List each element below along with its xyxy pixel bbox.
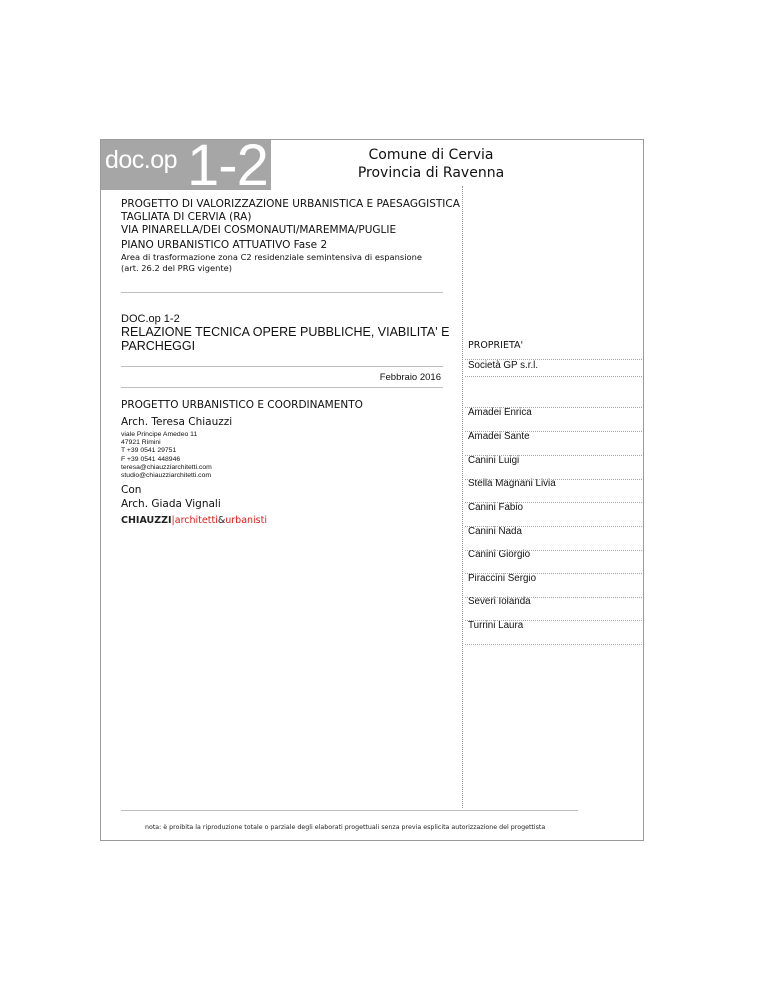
owner-item: Piraccini Sergio	[468, 573, 537, 584]
plan-title: PIANO URBANISTICO ATTUATIVO Fase 2	[121, 239, 328, 251]
divider	[121, 387, 443, 388]
owner-item: Canini Giorgio	[468, 549, 531, 560]
with-label: Con	[121, 484, 142, 496]
footer-divider	[121, 810, 578, 811]
owner-separator	[465, 407, 642, 408]
owner-separator	[465, 550, 642, 551]
logo-part: &	[217, 515, 226, 526]
collaborator-block	[121, 483, 221, 511]
contact-line: viale Principe Amedeo 11	[121, 431, 198, 438]
owner-separator	[465, 644, 642, 645]
province-name: Provincia di Ravenna	[357, 165, 505, 181]
architect-name: Arch. Teresa Chiauzzi	[121, 416, 233, 428]
document-date: Febbraio 2016	[379, 372, 441, 383]
logo-part: CHIAUZZI	[121, 515, 172, 526]
contact-line: F +39 0541 448946	[121, 455, 181, 463]
municipality-name: Comune di Cervia	[368, 147, 494, 163]
collaborator-name: Arch. Giada Vignali	[121, 498, 221, 510]
contact-line: T +39 0541 29751	[121, 447, 177, 455]
contact-line: studio@chiauzziarchitetti.com	[121, 472, 212, 480]
contact-line: 47921 Rimini	[121, 439, 161, 447]
doc-code: doc.op	[105, 146, 178, 174]
owner-item: Canini Fabio	[468, 502, 524, 513]
column-separator	[462, 186, 463, 808]
plan-desc-line: Area di trasformazione zona C2 residenziale semintensiva di espansione	[121, 252, 422, 262]
owner-item: Amadei Enrica	[468, 407, 532, 418]
divider	[121, 292, 443, 293]
project-line: TAGLIATA DI CERVIA (RA)	[121, 211, 252, 223]
project-line: PROGETTO DI VALORIZZAZIONE URBANISTICA E PAESAGGISTICA	[121, 198, 460, 210]
owners-heading: PROPRIETA'	[468, 340, 524, 351]
logo-part: urbanisti	[225, 515, 267, 526]
plan-desc-line: (art. 26.2 del PRG vigente)	[121, 263, 232, 273]
logo-part: |architetti	[171, 515, 218, 526]
contact-line: teresa@chiauzziarchitetti.com	[121, 463, 212, 471]
owner-separator	[465, 376, 642, 377]
coordination-title: PROGETTO URBANISTICO E COORDINAMENTO	[121, 399, 363, 411]
owner-separator	[465, 502, 642, 503]
owner-item: Severi Iolanda	[468, 596, 531, 607]
studio-logo	[121, 515, 267, 526]
owner-item: Turrini Laura	[468, 620, 524, 631]
project-title	[121, 198, 460, 237]
owner-separator	[465, 455, 642, 456]
divider	[121, 366, 443, 367]
owner-item: Amadei Sante	[468, 431, 530, 442]
doc-code-banner	[101, 140, 271, 190]
document-label: DOC.op 1-2	[121, 313, 180, 325]
owner-separator	[465, 479, 642, 480]
owner-separator	[465, 597, 642, 598]
owner-separator	[465, 431, 642, 432]
copyright-note: nota: è proibita la riproduzione totale o parziale degli elaborati progettuali senza previa esplicita autorizzazione del progettista	[145, 824, 546, 831]
owner-item: Stella Magnani Livia	[468, 478, 556, 489]
owner-separator	[465, 620, 642, 621]
doc-number: 1-2	[187, 140, 268, 190]
plan-description	[121, 252, 422, 274]
owner-item: Canini Luigi	[468, 455, 520, 466]
project-line: VIA PINARELLA/DEI COSMONAUTI/MAREMMA/PUGLIE	[121, 224, 397, 236]
document-title: RELAZIONE TECNICA OPERE PUBBLICHE, VIABILITA' E PARCHEGGI	[121, 325, 450, 353]
document-sheet	[100, 139, 644, 841]
owner-separator	[465, 573, 642, 574]
owner-separator	[465, 526, 642, 527]
architect-contact	[121, 431, 212, 480]
owner-item: Canini Nada	[468, 526, 522, 537]
owner-item: Società GP s.r.l.	[468, 360, 539, 371]
municipality-heading	[331, 146, 531, 182]
